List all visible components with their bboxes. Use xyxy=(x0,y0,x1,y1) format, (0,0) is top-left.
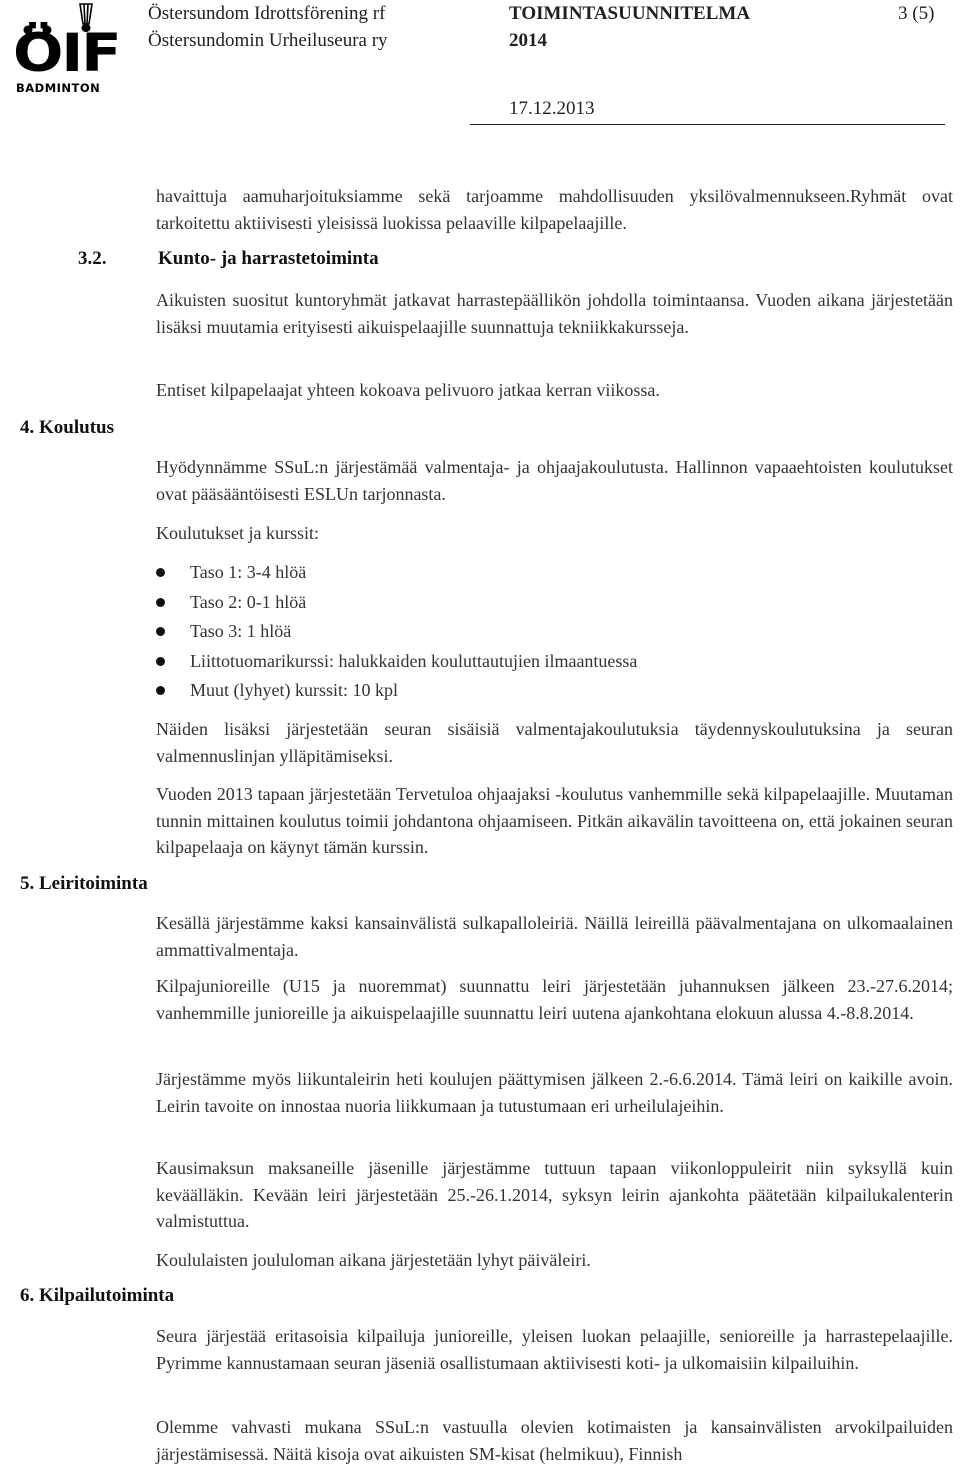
bullet-icon xyxy=(156,686,165,695)
bullet-icon xyxy=(156,568,165,577)
paragraph-kilpailu-2: Olemme vahvasti mukana SSuL:n vastuulla olevien kotimaisten ja kansainvälisten arvokilpailuiden järjestämisessä. Näitä kisoja ovat aikuisten SM-kisat (helmikuu), Finnish xyxy=(156,1417,953,1464)
paragraph-koulutus-3: Näiden lisäksi järjestetään seuran sisäisiä valmentajakoulutuksia täydennyskoulutuksina ja seuran valmennuslinjan ylläpitämiseksi. xyxy=(156,719,953,766)
paragraph-kunto-2: Entiset kilpapelaajat yhteen kokoava pelivuoro jatkaa kerran viikossa. xyxy=(156,380,660,400)
org-name-finnish: Östersundomin Urheiluseura ry xyxy=(148,30,388,51)
paragraph-leiri-5: Koululaisten joululoman aikana järjestetään lyhyt päiväleiri. xyxy=(156,1250,591,1270)
list-item: Muut (lyhyet) kurssit: 10 kpl xyxy=(156,676,637,706)
list-item: Taso 1: 3-4 hlöä xyxy=(156,558,637,588)
document-title: TOIMINTASUUNNITELMA xyxy=(509,3,751,24)
paragraph-kilpailu-1: Seura järjestää eritasoisia kilpailuja junioreille, yleisen luokan pelaajille, senioreille ja harrastepelaajille. Pyrimme kannustamaan seuran jäseniä osallistumaan aktiivisesti koti- ja ulkomaisiin kilpailuihin. xyxy=(156,1326,953,1373)
paragraph-leiri-1: Kesällä järjestämme kaksi kansainvälistä sulkapalloleiriä. Näillä leireillä päävalmentajana on ulkomaalainen ammattivalmentaja. xyxy=(156,913,953,960)
list-item: Taso 3: 1 hlöä xyxy=(156,617,637,647)
logo-letters: ÖIF xyxy=(13,23,120,84)
list-item: Taso 2: 0-1 hlöä xyxy=(156,588,637,618)
paragraph-leiri-3: Järjestämme myös liikuntaleirin heti koulujen päättymisen jälkeen 2.-6.6.2014. Tämä leiri on kaikille avoin. Leirin tavoite on innostaa nuoria liikkumaan ja tutustumaan eri urheilulajeihin. xyxy=(156,1069,953,1116)
paragraph-leiri-2: Kilpajunioreille (U15 ja nuoremmat) suunnattu leiri järjestetään juhannuksen jälkeen 23.-27.6.2014; vanhemmille junioreille ja aikuispelaajille suunnattu leiri uutena ajankohtana elokuun alussa 4.-8.8.2014. xyxy=(156,976,953,1023)
bullet-icon xyxy=(156,598,165,607)
logo-subtitle: BADMINTON xyxy=(16,81,101,95)
document-date: 17.12.2013 xyxy=(509,98,595,119)
org-name-swedish: Östersundom Idrottsförening rf xyxy=(148,3,386,24)
section-heading-kilpailutoiminta: 6. Kilpailutoiminta xyxy=(20,1285,175,1306)
paragraph-koulutus-2: Koulutukset ja kurssit: xyxy=(156,523,319,543)
paragraph-leiri-4: Kausimaksun maksaneille jäsenille järjestämme tuttuun tapaan viikonloppuleirit niin syksyllä kuin keväälläkin. Kevään leiri järjestetään 25.-26.1.2014, syksyn leirin ajankohta päätetään kilpailukalenterin valmistuttua. xyxy=(156,1158,953,1231)
paragraph-intro: havaittuja aamuharjoituksiamme sekä tarjoamme mahdollisuuden yksilövalmennukseen.Ryhmät ovat tarkoitettu aktiivisesti yleisissä luokissa pelaaville kilpapelaajille. xyxy=(156,186,953,233)
section-title-3-2: Kunto- ja harrastetoiminta xyxy=(158,248,379,269)
header-rule xyxy=(470,124,945,125)
section-number-3-2: 3.2. xyxy=(78,248,107,269)
paragraph-koulutus-1: Hyödynnämme SSuL:n järjestämää valmentaja- ja ohjaajakoulutusta. Hallinnon vapaaehtoisten koulutukset ovat pääsääntöisesti ESLUn tarjonnasta. xyxy=(156,457,953,504)
section-heading-koulutus: 4. Koulutus xyxy=(20,417,114,438)
bullet-icon xyxy=(156,657,165,666)
bullet-icon xyxy=(156,627,165,636)
section-heading-leiritoiminta: 5. Leiritoiminta xyxy=(20,873,148,894)
page-number: 3 (5) xyxy=(898,3,935,24)
list-item: Liittotuomarikurssi: halukkaiden kouluttautujien ilmaantuessa xyxy=(156,647,637,677)
paragraph-kunto-1: Aikuisten suositut kuntoryhmät jatkavat harrastepäällikön johdolla toimintaansa. Vuoden aikana järjestetään lisäksi muutamia erityisesti aikuispelaajille suunnattuja tekniikkakursseja. xyxy=(156,290,953,337)
paragraph-koulutus-4: Vuoden 2013 tapaan järjestetään Tervetuloa ohjaajaksi -koulutus vanhemmille sekä kilpapelaajille. Muutaman tunnin mittainen koulutus toimii johdantona ohjaamiseen. Pitkän aikavälin tavoitteena on, että jokainen seuran kilpapelaaja on käynyt tämän kurssin. xyxy=(156,784,953,857)
club-logo xyxy=(14,2,140,96)
course-list xyxy=(156,558,637,706)
document-year: 2014 xyxy=(509,30,547,51)
